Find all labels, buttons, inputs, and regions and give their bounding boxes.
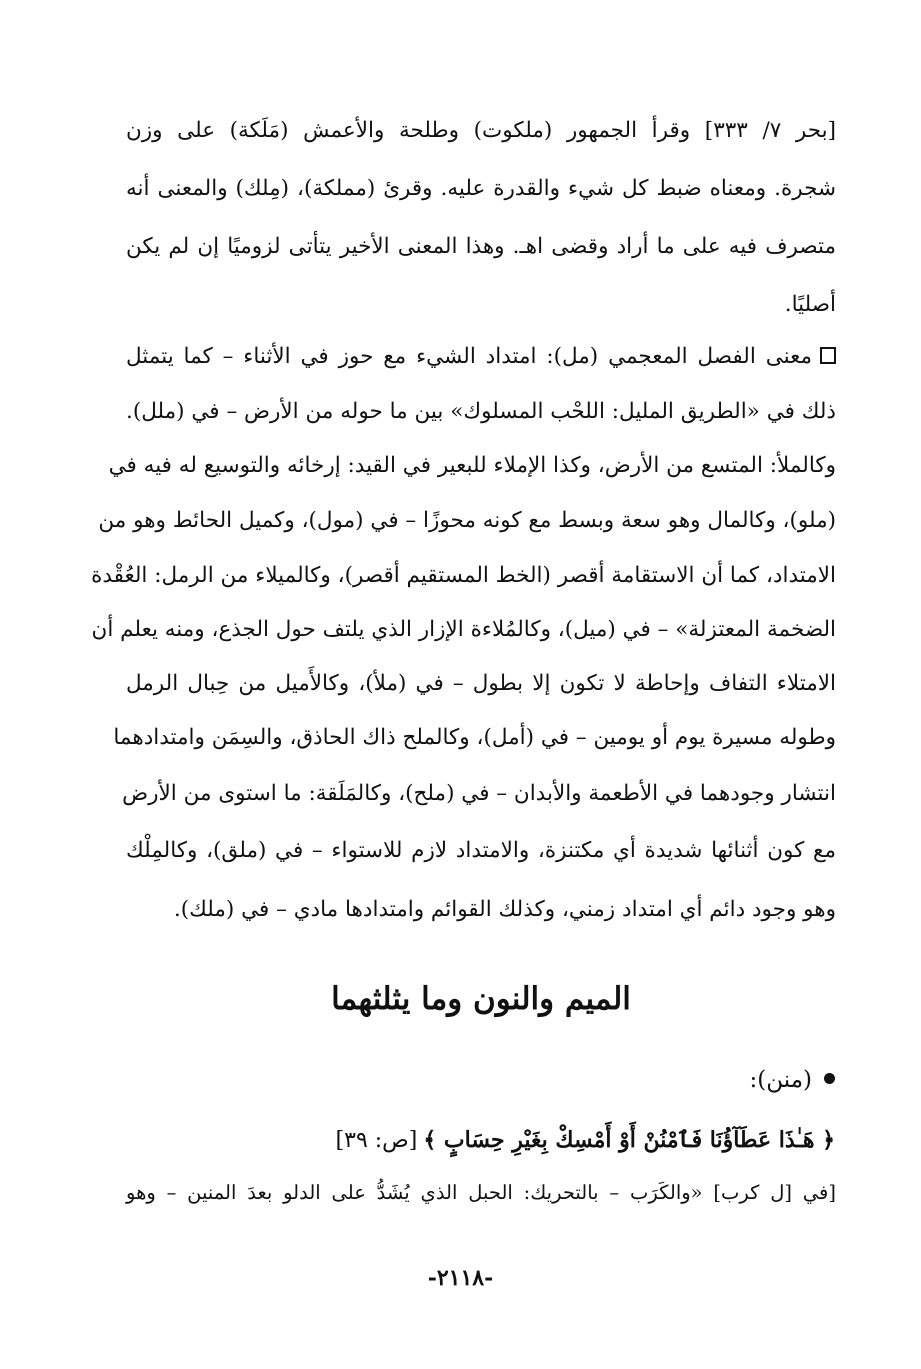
text-line: [بحر ٧/ ٣٣٣] وقرأ الجمهور (ملكوت) وطلحة والأعمش (مَلَكة) على وزن	[126, 118, 836, 143]
entry-label-line	[750, 1063, 835, 1097]
quran-verse: ﴿ هَـٰذَا عَطَآؤُنَا فَٱمْنُنْ أَوْ أَمْسِكْ بِغَيْرِ حِسَابٍ ﴾	[423, 1127, 835, 1153]
text-line: وطوله مسيرة يوم أو يومين – في (أمل)، وكالملح ذاك الحاذق، والسِمَن وامتدادهما	[113, 725, 836, 750]
text-line: ذلك في «الطريق المليل: اللحْب المسلوك» بين ما حوله من الأرض – في (ملل).	[126, 399, 836, 424]
square-outline-icon	[820, 347, 836, 364]
verse-reference: [ص: ٣٩]	[335, 1128, 418, 1153]
text-line: مع كون أثنائها شديدة أي مكتنزة، والامتداد لازم للاستواء – في (ملق)، وكالمِلْك	[126, 838, 836, 863]
note-line: [في [ل كرب] «والكَرَب – بالتحريك: الحبل الذي يُشَدُّ على الدلو بعدَ المنين – وهو	[126, 1181, 836, 1204]
page-number: -٢١١٨-	[427, 1265, 494, 1291]
text-line: وكالملأ: المتسع من الأرض، وكذا الإملاء للبعير في القيد: إرخائه والتوسيع له فيه في	[108, 453, 836, 478]
text-line: أصليًا.	[784, 292, 836, 317]
text-line: الامتداد، كما أن الاستقامة أقصر (الخط المستقيم أقصر)، وكالميلاء من الرمل: العُقْدة	[91, 563, 836, 588]
text-line: وهو وجود دائم أي امتداد زمني، وكذلك القوائم وامتدادها مادي – في (ملك).	[173, 897, 836, 922]
text-line: (ملو)، وكالمال وهو سعة وبسط مع كونه محوزًا – في (مول)، وكميل الحائط وهو من	[98, 508, 836, 533]
verse-line	[336, 1123, 835, 1158]
text-line	[126, 342, 836, 372]
section-heading: الميم والنون وما يثلثهما	[331, 981, 631, 1017]
text-line: الامتلاء التفاف وإحاطة لا تكون إلا بطول – في (ملأ)، وكالأَميل من حِبال الرمل	[126, 671, 836, 696]
text-line: انتشار وجودهما في الأطعمة والأبدان – في (ملح)، وكالمَلَقة: ما استوى من الأرض	[122, 781, 836, 806]
entry-label: (منن):	[749, 1067, 812, 1093]
text-line: متصرف فيه على ما أراد وقضى اهـ. وهذا المعنى الأخير يتأتى لزوميًا إن لم يكن	[126, 234, 836, 259]
text-span: معنى الفصل المعجمي (مل): امتداد الشيء مع حوز في الأثناء – كما يتمثل	[126, 344, 812, 369]
text-line: الضخمة المعتزلة» – في (ميل)، وكالمُلاءة الإزار الذي يلتف حول الجذع، ومنه يعلم أن	[91, 617, 836, 642]
text-line: شجرة. ومعناه ضبط كل شيء والقدرة عليه. وقرئ (مملكة)، (مِلك) والمعنى أنه	[126, 176, 836, 201]
bullet-dot-icon	[824, 1073, 835, 1084]
